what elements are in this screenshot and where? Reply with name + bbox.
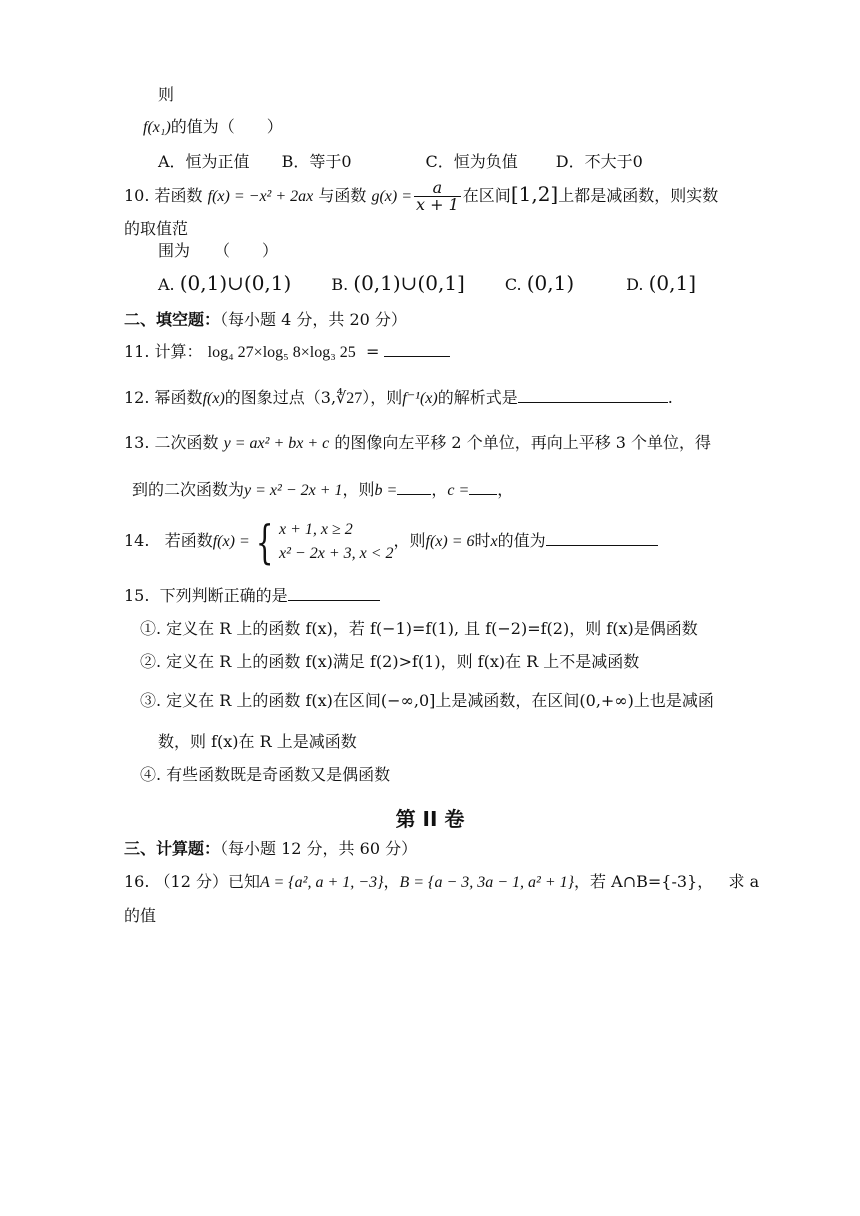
q9-option-a: A．恒为正值 (158, 152, 250, 171)
q12-text-a: 幂函数 (154, 388, 203, 407)
q13-b-blank (397, 478, 431, 495)
q10-func-g-numerator: a (414, 180, 461, 197)
q9-option-d: D．不大于0 (555, 152, 643, 171)
q12-fx: f(x) (202, 390, 225, 407)
q9-option-c: C．恒为负值 (425, 152, 518, 171)
section-2-heading (124, 309, 407, 331)
q10-option-c-value: (0,1) (526, 271, 575, 295)
q14-case-1: x + 1, x ≥ 2 (279, 520, 353, 538)
q10-line3: 围为 （ ） (158, 241, 279, 260)
q13-text-b: 的图像向左平移 2 个单位，再向上平移 3 个单位，得 (334, 433, 712, 452)
q14-cases (279, 518, 394, 566)
q11-text: 计算： (154, 342, 203, 361)
q14-line (124, 514, 658, 569)
q10-func-g-left: g(x) = (371, 188, 413, 205)
q12-root: ∜27 (336, 390, 363, 407)
q10-text-b: 与函数 (318, 186, 367, 205)
q12-number: 12. (124, 388, 150, 407)
q10-option-b-label: B. (331, 275, 349, 294)
q13-function: y = ax² + bx + c (223, 435, 330, 452)
q15-item-1: ①. 定义在 R 上的函数 f(x)，若 f(−1)=f(1), 且 f(−2)=f(2)，则 f(x)是偶函数 (140, 619, 698, 638)
q12-text-c: ），则 (362, 388, 403, 407)
q14-text-c: 时 (474, 531, 491, 550)
q14-case-2: x² − 2x + 3, x < 2 (279, 544, 394, 562)
q9-fx1: f(x₁) (143, 119, 171, 136)
q11-number: 11. (124, 342, 150, 361)
section-3-note: （每小题 12 分，共 60 分） (220, 839, 418, 858)
q15-number: 15. (124, 586, 150, 605)
q10-option-d-value: (0,1] (648, 271, 696, 295)
q15-item-4: ④. 有些函数既是奇函数又是偶函数 (140, 765, 391, 784)
q13-line1 (124, 432, 711, 455)
q15-item-2: ②. 定义在 R 上的函数 f(x)满足 f(2)>f(1)，则 f(x)在 R 上不是减函数 (140, 652, 640, 671)
q11-expression: log₄ 27×log₅ 8×log₃ 25 (207, 344, 356, 361)
q14-number: 14. (124, 531, 150, 550)
q10-option-a-label: A. (158, 275, 175, 294)
q10-text-c: 在区间 (462, 186, 511, 205)
q16-sep: ， (383, 872, 400, 891)
q16-line2: 的值 (124, 906, 157, 925)
q14-answer-blank (546, 529, 658, 546)
q11-answer-blank (384, 340, 450, 357)
q10-func-g-denominator: x + 1 (416, 195, 459, 214)
q16-set-a: A = {a², a + 1, −3} (260, 874, 384, 891)
q9-ze: 则 (158, 85, 175, 104)
q9-stem-suffix: 的值为（ ） (170, 117, 283, 136)
q10-option-b-value: (0,1)∪(0,1] (353, 271, 465, 295)
q10-stem (124, 176, 718, 215)
q15-item-3-cont: 数，则 f(x)在 R 上是减函数 (158, 732, 357, 751)
q15-stem (124, 584, 380, 607)
q13-b-equals: b = (374, 482, 398, 499)
section-2-title: 二、填空题： (124, 310, 221, 329)
section-2-note: （每小题 4 分，共 20 分） (220, 310, 407, 329)
q10-options (158, 272, 696, 296)
q13-line2-b: ，则 (342, 480, 375, 499)
q16-line1 (124, 871, 759, 894)
q13-text-a: 二次函数 (154, 433, 219, 452)
q15-text: 下列判断正确的是 (159, 586, 288, 605)
q9-options (158, 151, 643, 173)
q14-text-d: 的值为 (497, 531, 546, 550)
q16-set-b: B = {a − 3, 3a − 1, a² + 1} (399, 874, 575, 891)
q12-line (124, 386, 673, 410)
section-3-heading (124, 838, 417, 860)
q10-option-d-label: D. (626, 275, 644, 294)
q14-text-b: ，则 (393, 531, 426, 550)
q12-text-d: 的解析式是 (437, 388, 518, 407)
q12-text-b: 的图象过点（3, (224, 388, 337, 407)
q16-text-b: ，若 A∩B={-3}， (574, 872, 714, 891)
q13-c-equals: c = (447, 482, 470, 499)
q10-interval: [1,2] (510, 182, 559, 206)
q13-function2: y = x² − 2x + 1 (244, 482, 343, 499)
q13-end: ， (497, 480, 514, 499)
q13-comma: ， (431, 480, 448, 499)
q13-line2 (132, 478, 513, 502)
q14-condition: f(x) = 6 (425, 533, 475, 550)
q11-equals: = (365, 342, 380, 361)
q10-line2: 的取值范 (124, 219, 189, 238)
q10-func-f: f(x) = −x² + 2ax (207, 188, 314, 205)
q12-answer-blank (518, 386, 668, 403)
part-2-title: 第 II 卷 (395, 807, 465, 831)
q14-text-a: 若函数 (164, 531, 213, 550)
q16-number: 16. (124, 872, 150, 891)
q16-text-c: 求 a (728, 872, 760, 891)
q14-fx: f(x) = (212, 533, 250, 550)
q11-line (124, 340, 450, 364)
q10-text-d: 上都是减函数，则实数 (558, 186, 719, 205)
section-3-title: 三、计算题： (124, 839, 221, 858)
q15-answer-blank (288, 584, 380, 601)
q12-end: . (667, 388, 673, 407)
q10-option-a-value: (0,1)∪(0,1) (179, 271, 292, 295)
q10-number: 10. (124, 186, 150, 205)
q13-c-blank (469, 478, 497, 495)
q10-func-g-fraction (414, 180, 461, 213)
q10-text-a: 若函数 (154, 186, 203, 205)
q13-number: 13. (124, 433, 150, 452)
q14-brace: { (255, 514, 274, 569)
q9-stem (143, 116, 283, 139)
q10-option-c-label: C. (504, 275, 522, 294)
q13-line2-a: 到的二次函数为 (132, 480, 245, 499)
q14-x: x (490, 533, 498, 550)
q16-score: （12 分）已知 (154, 872, 260, 891)
q12-finv: f⁻¹(x) (402, 390, 438, 407)
q15-item-3: ③. 定义在 R 上的函数 f(x)在区间(−∞,0]上是减函数，在区间(0,+∞)上也是减函 (140, 691, 714, 710)
q9-option-b: B．等于0 (281, 152, 352, 171)
